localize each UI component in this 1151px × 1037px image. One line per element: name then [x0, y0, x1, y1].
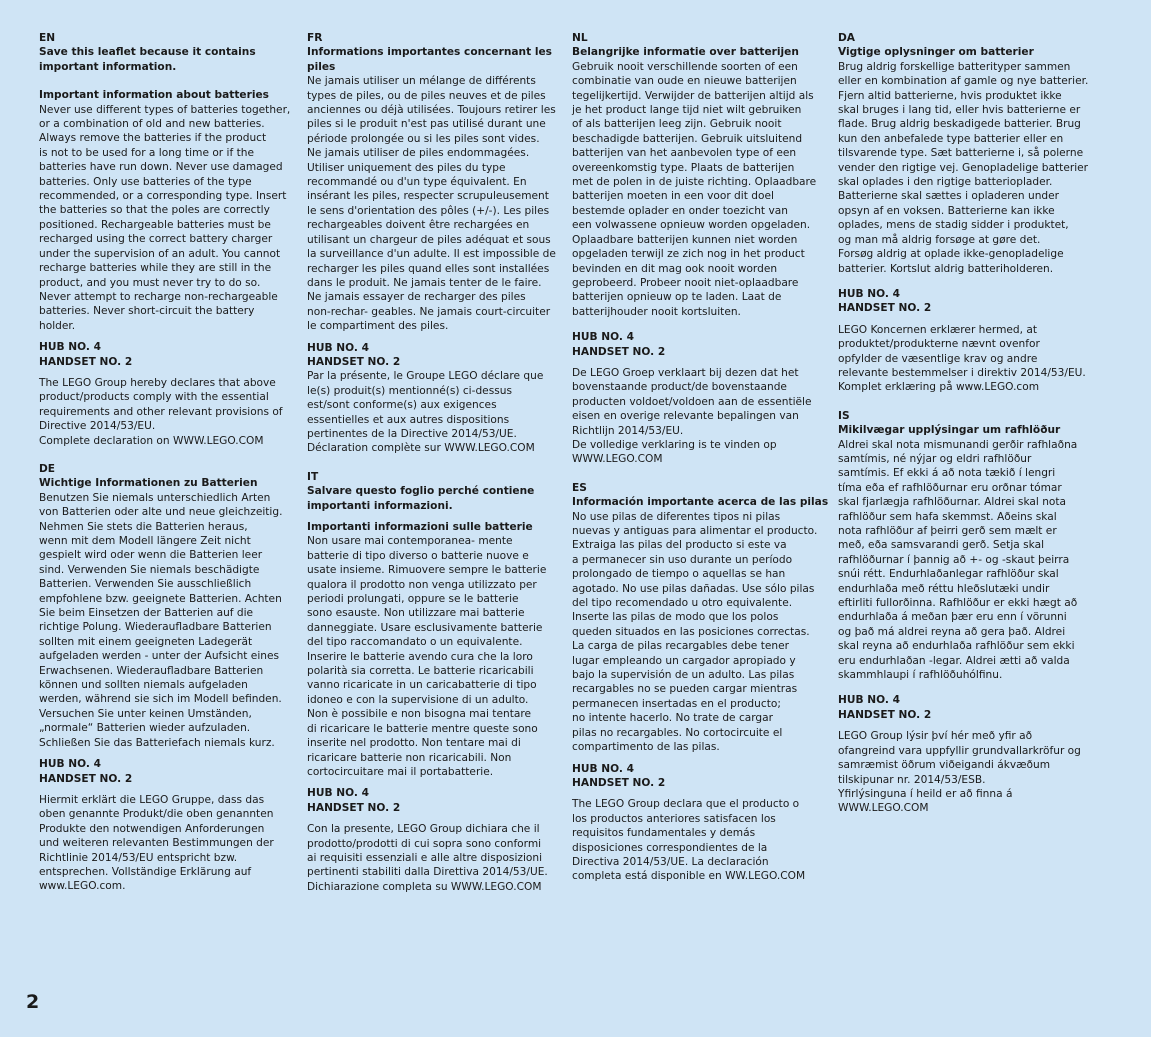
- battery-text: Non usare mai contemporanea- mente batterie di tipo diverso o batterie nuove e usate insieme. Rimuovere sempre le batterie qualora il prodotto non venga utilizzato per periodi prolungati, oppure se le batterie sono esauste. Non utilizzare mai batterie danneggiate. Usare esclusivamente batterie del tipo raccomandato o un equivalente. Inserire le batterie avendo cura che la loro polarità sia corretta. Le batterie ricaricabili vanno ricaricate in un caricabatterie di tipo idoneo e con la supervisione di un adulto. Non è possibile e non bisogna mai tentare di ricaricare le batterie mentre queste sono inserite nel prodotto. Non tentare mai di ricaricare batterie non ricaricabili. Non cortocircuitare mai il portabatterie.: [307, 535, 547, 778]
- handset-label: HANDSET NO. 2: [307, 355, 401, 368]
- section-en: [39, 31, 301, 448]
- battery-heading: Belangrijke informatie over batterijen: [572, 46, 799, 59]
- handset-label: HANDSET NO. 2: [39, 355, 133, 368]
- hub-label: HUB NO. 4: [39, 341, 101, 354]
- declaration-text: Hiermit erklärt die LEGO Gruppe, dass das oben genannte Produkt/die oben genannten Produkte den notwendigen Anforderungen und weiteren relevanten Bestimmungen der Richtlinie 2014/53/EU entspricht bzw. entsprechen. Vollständige Erklärung auf www.LEGO.com.: [39, 793, 274, 893]
- section-nl: [572, 31, 834, 467]
- declaration-text: LEGO Group lýsir því hér með yfir að ofangreind vara uppfyllir grundvallarkröfur og samræmist öðrum viðeigandi ákvæðum tilskipunar nr. 2014/53/ESB. Yfirlýsinguna í heild er að finna á WWW.LEGO.COM: [838, 730, 1081, 815]
- battery-heading: Importanti informazioni sulle batterie: [307, 521, 533, 533]
- column-4: [838, 31, 1100, 816]
- column-2: [307, 31, 569, 894]
- battery-heading: Important information about batteries: [39, 89, 269, 102]
- section-da: [838, 31, 1100, 395]
- battery-text: Gebruik nooit verschillende soorten of een combinatie van oude en nieuwe batterijen tegelijkertijd. Verwijder de batterijen altijd als je het product lange tijd niet wilt gebruiken of als batterijen leeg zijn. Gebruik nooit beschadigde batterijen. Gebruik uitsluitend batterijen van het aanbevolen type of een overeenkomstig type. Plaats de batterijen met de polen in de juiste richting. Oplaadbare batterijen moeten in een voor dit doel bestemde oplader en onder toezicht van een volwassene opnieuw worden opgeladen. Oplaadbare batterijen kunnen niet worden opgeladen terwijl ze zich nog in het product bevinden en dit mag ook nooit worden geprobeerd. Probeer nooit niet-oplaadbare batterijen opnieuw op te laden. Laat de batterijhouder nooit kortsluiten.: [572, 60, 817, 318]
- language-code: IS: [838, 409, 850, 422]
- hub-label: HUB NO. 4: [39, 758, 101, 771]
- leaflet-heading: Save this leaflet because it contains important information.: [39, 46, 256, 73]
- hub-label: HUB NO. 4: [838, 287, 900, 300]
- battery-text: Ne jamais utiliser un mélange de différents types de piles, ou de piles neuves et de piles anciennes ou déjà utilisées. Toujours retirer les piles si le produit n'est pas utilisé durant une période prolongée ou si les piles sont vides. Ne jamais utiliser de piles endommagées. Utiliser uniquement des piles du type recommandé ou d'un type équivalent. En insérant les piles, respecter scrupuleusement le sens d'orientation des pôles (+/-). Les piles rechargeables doivent être rechargées en utilisant un chargeur de piles adéquat et sous la surveillance d'un adulte. Il est impossible de recharger les piles quand elles sont installées dans le produit. Ne jamais tenter de le faire. Ne jamais essayer de recharger des piles non-rechar- geables. Ne jamais court-circuiter le compartiment des piles.: [307, 75, 556, 333]
- battery-heading: Informations importantes concernant les piles: [307, 46, 552, 73]
- leaflet-heading: Salvare questo foglio perché contiene importanti informazioni.: [307, 485, 535, 512]
- section-fr: [307, 31, 569, 456]
- column-1: [39, 31, 301, 894]
- battery-heading: Mikilvægar upplýsingar um rafhlöður: [838, 424, 1061, 437]
- handset-label: HANDSET NO. 2: [838, 302, 932, 315]
- declaration-text: The LEGO Group declara que el producto o los productos anteriores satisfacen los requisitos fundamentales y demás disposiciones correspondientes de la Directiva 2014/53/UE. La declaración completa está disponible en WW.LEGO.COM: [572, 798, 806, 883]
- language-code: FR: [307, 32, 323, 44]
- handset-label: HANDSET NO. 2: [572, 345, 666, 358]
- battery-heading: Wichtige Informationen zu Batterien: [39, 477, 258, 490]
- battery-text: Benutzen Sie niemals unterschiedlich Arten von Batterien oder alte und neue gleichzeitig. Nehmen Sie stets die Batterien heraus, wenn mit dem Modell längere Zeit nicht gespielt wird oder wenn die Batterien leer sind. Verwenden Sie niemals beschädigte Batterien. Verwenden Sie ausschließlich empfohlene bzw. geeignete Batterien. Achten Sie beim Einsetzen der Batterien auf die richtige Polung. Wiederaufladbare Batterien sollten mit einem geeigneten Ladegerät aufgeladen werden - unter der Aufsicht eines Erwachsenen. Wiederaufladbare Batterien können und sollten niemals aufgeladen werden, während sie sich im Modell befinden. Versuchen Sie unter keinen Umständen, „normale“ Batterien wieder aufzuladen. Schließen Sie das Batteriefach niemals kurz.: [39, 491, 283, 749]
- language-code: DA: [838, 32, 855, 44]
- language-code: ES: [572, 481, 587, 494]
- section-de: [39, 462, 301, 894]
- battery-text: Never use different types of batteries together, or a combination of old and new batteries. Always remove the batteries if the product is not to be used for a long time or if the batteries have run down. Never use damaged batteries. Only use batteries of the type recommended, or a corresponding type. Insert the batteries so that the poles are correctly positioned. Rechargeable batteries must be recharged using the correct battery charger under the supervision of an adult. You cannot recharge batteries while they are still in the product, and you must never try to do so. Never attempt to recharge non-rechargeable batteries. Never short-circuit the battery holder.: [39, 103, 291, 332]
- handset-label: HANDSET NO. 2: [838, 708, 932, 721]
- hub-label: HUB NO. 4: [307, 787, 369, 800]
- section-es: [572, 481, 834, 884]
- declaration-text: Con la presente, LEGO Group dichiara che il prodotto/prodotti di cui sopra sono conformi ai requisiti essenziali e alle altre disposizioni pertinenti stabiliti dalla Direttiva 2014/53/UE. Dichiarazione completa su WWW.LEGO.COM: [307, 823, 548, 893]
- handset-label: HANDSET NO. 2: [307, 801, 401, 814]
- declaration-text: Par la présente, le Groupe LEGO déclare que le(s) produit(s) mentionné(s) ci-dessus est/sont conforme(s) aux exigences essentielles et aux autres dispositions pertinentes de la Directive 2014/53/UE. Déclaration complète sur WWW.LEGO.COM: [307, 370, 544, 455]
- language-code: EN: [39, 32, 56, 44]
- section-is: [838, 409, 1100, 816]
- handset-label: HANDSET NO. 2: [572, 776, 666, 789]
- declaration-text: De LEGO Groep verklaart bij dezen dat het bovenstaande product/de bovenstaande producten voldoet/voldoen aan de essentiële eisen en overige relevante bepalingen van Richtlijn 2014/53/EU. De volledige verklaring is te vinden op WWW.LEGO.COM: [572, 366, 812, 466]
- battery-heading: Información importante acerca de las pilas: [572, 496, 829, 509]
- declaration-text: The LEGO Group hereby declares that above product/products comply with the essential requirements and other relevant provisions of Directive 2014/53/EU. Complete declaration on WWW.LEGO.COM: [39, 376, 283, 447]
- hub-label: HUB NO. 4: [838, 694, 900, 707]
- section-it: [307, 470, 569, 894]
- language-code: IT: [307, 470, 319, 483]
- language-code: DE: [39, 462, 56, 475]
- language-code: NL: [572, 32, 588, 44]
- battery-heading: Vigtige oplysninger om batterier: [838, 46, 1034, 59]
- battery-text: No use pilas de diferentes tipos ni pilas nuevas y antiguas para alimentar el producto. Extraiga las pilas del producto si este va a permanecer sin uso durante un período prolongado de tiempo o aquellas se han agotado. No use pilas dañadas. Use sólo pilas del tipo recomendado u otro equivalente. Inserte las pilas de modo que los polos queden situados en las posiciones correctas. La carga de pilas recargables debe tener lugar empleando un cargador apropiado y bajo la supervisión de un adulto. Las pilas recargables no se pueden cargar mientras permanecen insertadas en el producto; no intente hacerlo. No trate de cargar pilas no recargables. No cortocircuite el compartimento de las pilas.: [572, 510, 818, 754]
- handset-label: HANDSET NO. 2: [39, 772, 133, 785]
- page-number: 2: [26, 991, 40, 1013]
- battery-text: Aldrei skal nota mismunandi gerðir rafhlaðna samtímis, né nýjar og eldri rafhlöður samtímis. Ef ekki á að nota tækið í lengri tíma eða ef rafhlöðurnar eru orðnar tómar skal fjarlægja rafhlöðurnar. Aldrei skal nota rafhlöður sem hafa skemmst. Aðeins skal nota rafhlöður af þeirri gerð sem mælt er með, eða samsvarandi gerð. Setja skal rafhlöðurnar í þannig að +- og -skaut þeirra snúi rétt. Endurhlaðanlegar rafhlöður skal endurhlaða með réttu hleðslutæki undir eftirliti fullorðinna. Rafhlöður er ekki hægt að endurhlaða á meðan þær eru enn í vörunni og það má aldrei reyna að gera það. Aldrei skal reyna að endurhlaða rafhlöður sem ekki eru endurhlaðan -legar. Aldrei ætti að valda skammhlaupi í rafhlöðuhólfinu.: [838, 438, 1078, 682]
- battery-text: Brug aldrig forskellige batterityper sammen eller en kombination af gamle og nye batterier. Fjern altid batterierne, hvis produktet ikke skal bruges i lang tid, eller hvis batterierne er flade. Brug aldrig beskadigede batterier. Brug kun den anbefalede type batterier eller en tilsvarende type. Sæt batterierne i, så polerne vender den rigtige vej. Genopladelige batterier skal oplades i den rigtige batterioplader. Batterierne skal sættes i opladeren under opsyn af en voksen. Batterierne kan ikke oplades, mens de stadig sidder i produktet, og man må aldrig forsøge at gøre det. Forsøg aldrig at oplade ikke-genopladelige batterier. Kortslut aldrig batteriholderen.: [838, 60, 1089, 275]
- hub-label: HUB NO. 4: [307, 341, 369, 354]
- hub-label: HUB NO. 4: [572, 762, 634, 775]
- hub-label: HUB NO. 4: [572, 331, 634, 344]
- column-3: [572, 31, 834, 884]
- declaration-text: LEGO Koncernen erklærer hermed, at produktet/produkterne nævnt ovenfor opfylder de væsentlige krav og andre relevante bestemmelser i direktiv 2014/53/EU. Komplet erklæring på www.LEGO.com: [838, 323, 1086, 394]
